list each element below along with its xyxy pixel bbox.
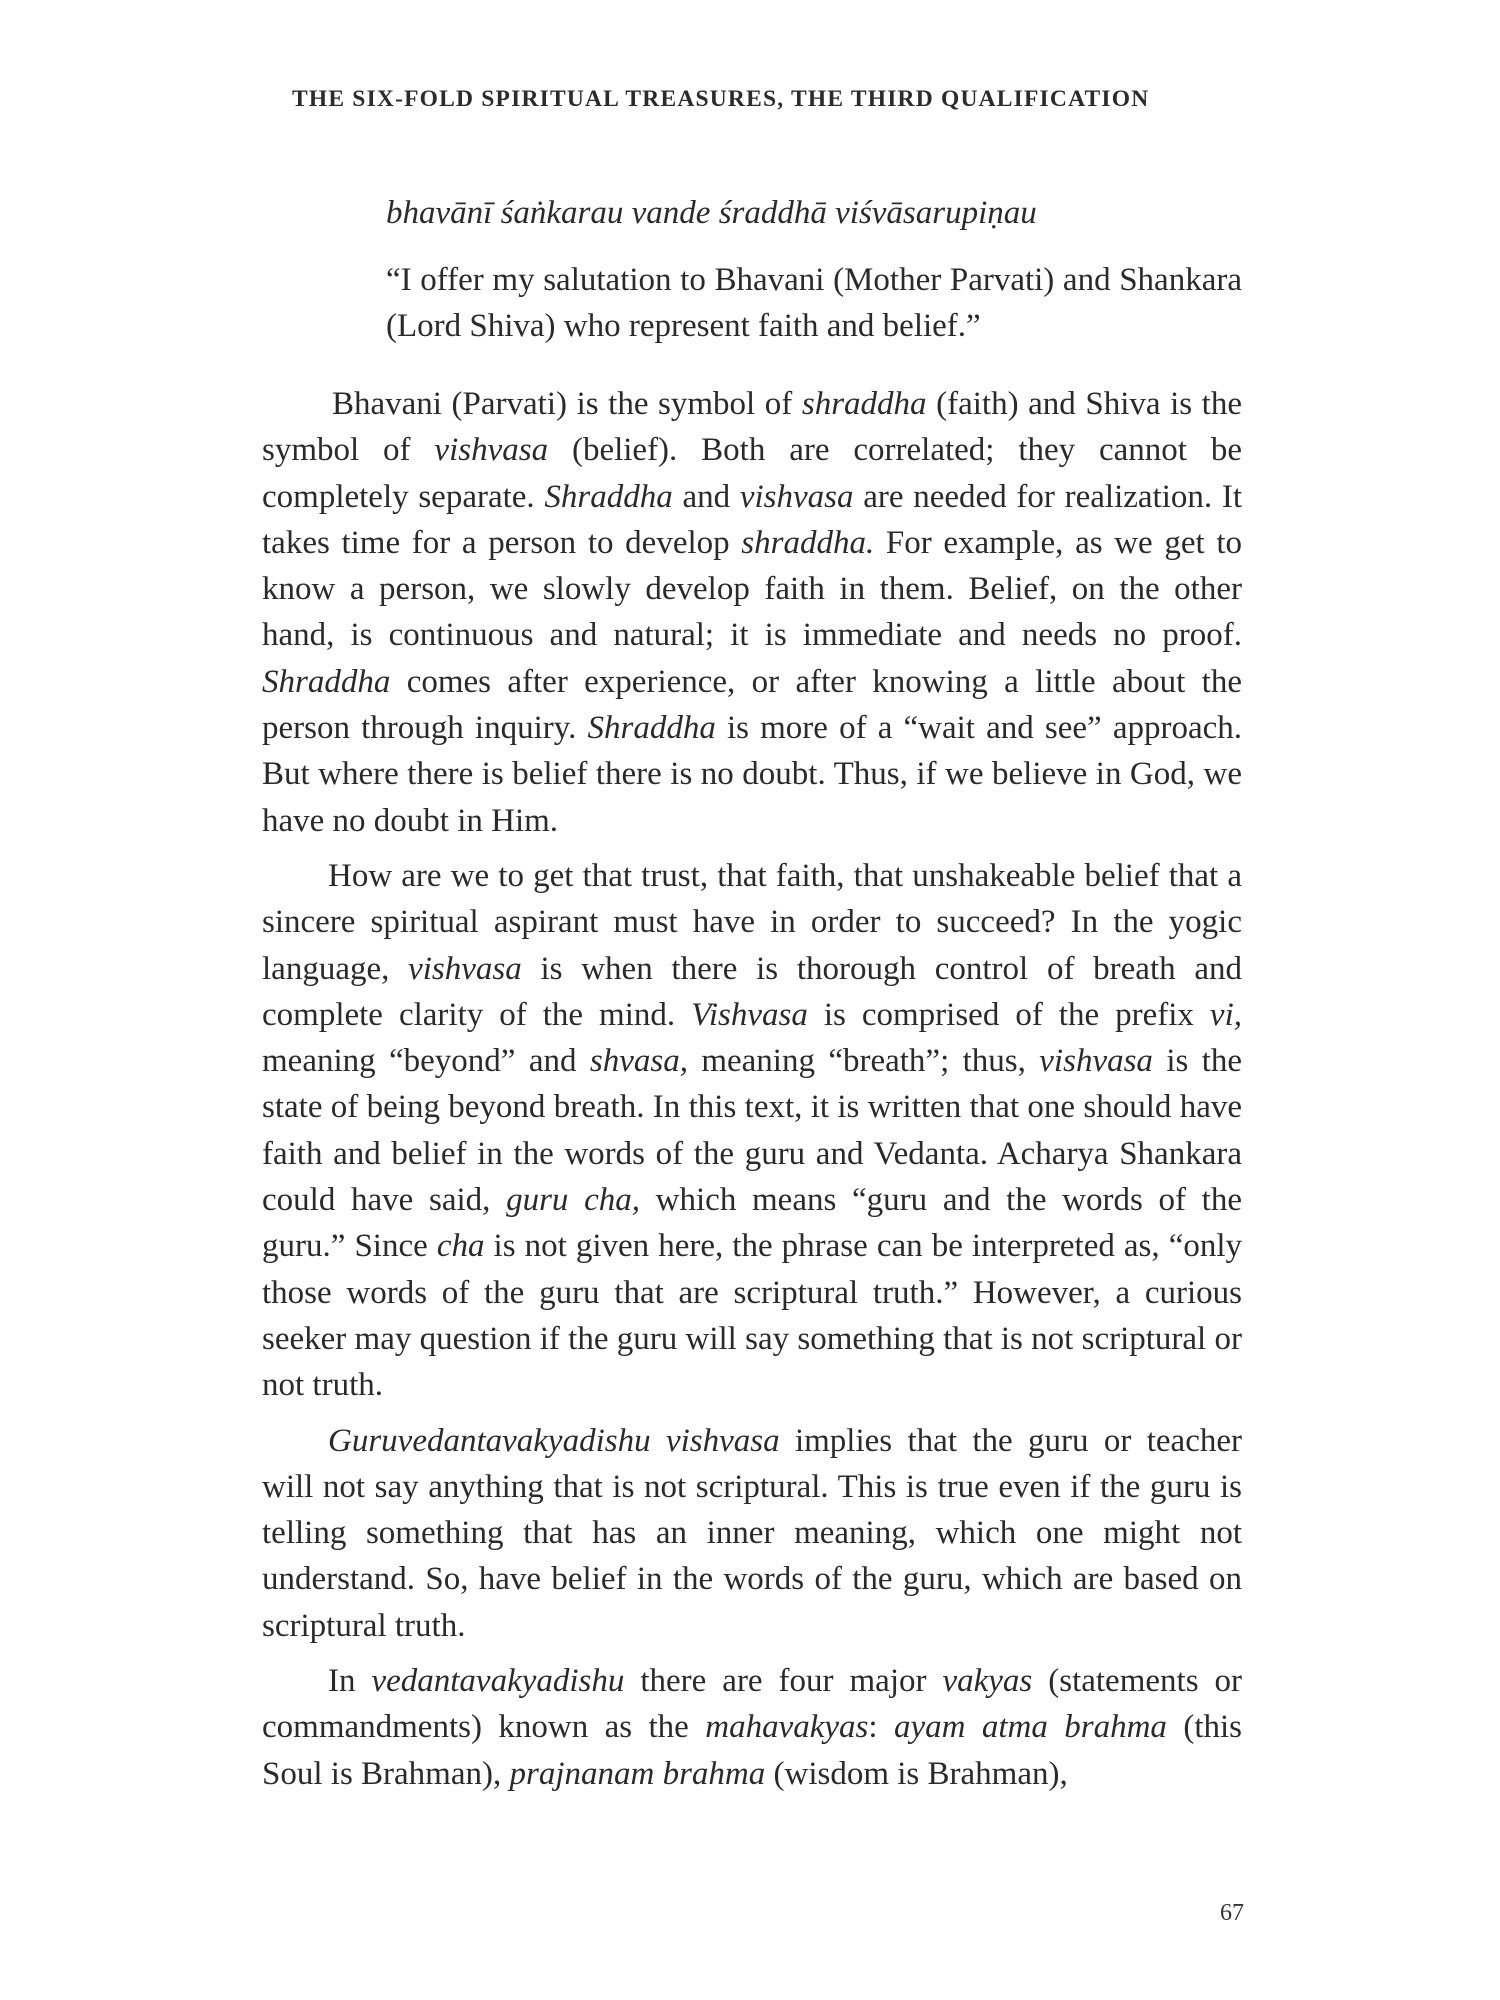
italic-term: Shraddha <box>587 710 716 747</box>
text-run: and <box>672 478 740 515</box>
italic-term: shvasa, <box>589 1043 688 1080</box>
italic-term: shraddha. <box>741 524 875 561</box>
italic-term: Guruvedantavakyadishu vishvasa <box>328 1422 780 1459</box>
italic-term: Shraddha <box>262 663 391 700</box>
italic-term: vishvasa <box>739 478 854 515</box>
text-run: : <box>868 1709 894 1746</box>
italic-term: vishvasa <box>408 950 522 987</box>
text-run: meaning “beyond” and <box>262 1043 590 1080</box>
text-run: comes after experience, or after knowing a little about the person through inquiry. <box>262 663 1242 747</box>
italic-term: mahavakyas <box>705 1709 869 1746</box>
text-run: (statements or commandments) known as the <box>262 1663 1242 1746</box>
verse-translation: “I offer my salutation to Bhavani (Mother Parvati) and Shankara (Lord Shiva) who represent faith and belief.” <box>386 262 1242 344</box>
italic-term: guru cha, <box>506 1182 640 1219</box>
italic-term: Vishvasa <box>691 996 808 1033</box>
text-run: is comprised of the prefix <box>807 996 1210 1033</box>
text-run: How are we to get that trust, that faith, that unshakeable belief that a sincere spiritual aspirant must have in order to succeed? In the yogic language, <box>262 857 1242 987</box>
italic-term: shraddha <box>801 386 927 422</box>
paragraph <box>262 853 1242 1409</box>
text-run: is not given here, the phrase can be interpreted as, “only those words of the guru that are scriptural truth.” However, a curious seeker may question if the guru will say something that is not scriptural or not truth. <box>262 1228 1243 1404</box>
text-run: (belief). Both are correlated; they cannot be completely separate. <box>262 432 1242 515</box>
paragraph <box>262 381 1242 844</box>
text-run: there are four major <box>624 1663 943 1700</box>
italic-term: vakyas <box>942 1663 1033 1700</box>
italic-term: vedantavakyadishu <box>371 1663 625 1700</box>
italic-term: vishvasa <box>434 432 549 469</box>
text-run: In <box>328 1663 372 1700</box>
italic-term: ayam atma brahma <box>893 1709 1167 1746</box>
italic-term: prajnanam brahma <box>509 1755 766 1792</box>
text-run: (this Soul is Brahman), <box>262 1709 1243 1792</box>
italic-term: vishvasa <box>1039 1043 1153 1080</box>
page-number: 67 <box>1220 1900 1244 1926</box>
text-run: is when there is thorough control of breath and complete clarity of the mind. <box>262 950 1243 1033</box>
text-run: For example, as we get to know a person, we slowly develop faith in them. Belief, on the other hand, is continuous and natural; it is immediate and needs no proof. <box>262 524 1242 654</box>
text-run: is more of a “wait and see” approach. But where there is belief there is no doubt. Thus, if we believe in God, we have no doubt in Him. <box>262 710 1242 839</box>
text-run: meaning “breath”; thus, <box>687 1043 1040 1080</box>
text-run: implies that the guru or teacher will not say anything that is not scriptural. This is true even if the guru is telling something that has an inner meaning, which one might not understand. So, have belief in the words of the guru, which are based on scriptural truth. <box>262 1422 1242 1644</box>
body-text <box>262 381 1242 1806</box>
text-run: which means “guru and the words of the guru.” Since <box>262 1182 1242 1265</box>
paragraph <box>262 1658 1242 1797</box>
sanskrit-verse: bhavānī śaṅkarau vande śraddhā viśvāsarupiṇau <box>386 195 1037 231</box>
text-run: (wisdom is Brahman), <box>765 1755 1068 1792</box>
verse-block <box>386 190 1242 349</box>
paragraph <box>262 1418 1242 1649</box>
italic-term: Shraddha <box>544 478 673 515</box>
text-run: are needed for realization. It takes time for a person to develop <box>262 478 1242 561</box>
italic-term: cha <box>436 1228 485 1265</box>
text-run: Bhavani (Parvati) is the symbol of <box>332 386 802 422</box>
text-run: (faith) and Shiva is the symbol of <box>262 386 1243 469</box>
italic-term: vi, <box>1209 996 1242 1033</box>
running-head: THE SIX-FOLD SPIRITUAL TREASURES, THE THIRD QUALIFICATION <box>292 86 1150 112</box>
text-run: is the state of being beyond breath. In this text, it is written that one should have faith and belief in the words of the guru and Vedanta. Acharya Shankara could have said, <box>262 1043 1243 1219</box>
